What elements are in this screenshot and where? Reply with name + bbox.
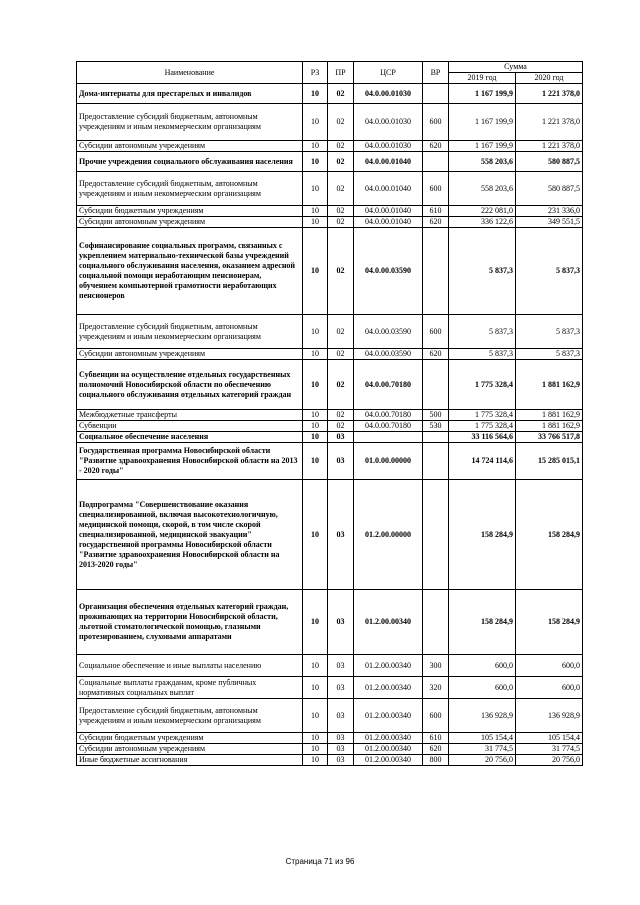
cell-pr: 02	[328, 315, 354, 349]
table-row	[77, 421, 583, 432]
cell-pr: 02	[328, 349, 354, 360]
cell-csr: 04.0.00.70180	[354, 421, 423, 432]
cell-pr: 03	[328, 590, 354, 655]
cell-2019: 33 116 564,6	[449, 432, 516, 443]
cell-2019: 31 774,5	[449, 744, 516, 755]
cell-vr	[423, 360, 449, 410]
cell-2020: 231 336,0	[516, 206, 583, 217]
cell-2020: 31 774,5	[516, 744, 583, 755]
table-row	[77, 172, 583, 206]
cell-2020: 1 221 378,0	[516, 84, 583, 104]
header-rz: РЗ	[303, 62, 328, 84]
cell-vr	[423, 443, 449, 480]
cell-vr	[423, 228, 449, 315]
cell-vr: 610	[423, 733, 449, 744]
cell-vr: 620	[423, 141, 449, 152]
table-row	[77, 228, 583, 315]
cell-name: Субвенции	[77, 421, 303, 432]
cell-name: Иные бюджетные ассигнования	[77, 755, 303, 766]
cell-pr: 03	[328, 699, 354, 733]
cell-vr: 620	[423, 349, 449, 360]
header-vr: ВР	[423, 62, 449, 84]
cell-vr: 300	[423, 655, 449, 677]
table-row	[77, 699, 583, 733]
cell-vr: 800	[423, 755, 449, 766]
cell-rz: 10	[303, 655, 328, 677]
cell-pr: 02	[328, 360, 354, 410]
cell-vr	[423, 152, 449, 172]
cell-rz: 10	[303, 733, 328, 744]
cell-name: Социальное обеспечение населения	[77, 432, 303, 443]
cell-rz: 10	[303, 84, 328, 104]
cell-2019: 158 284,9	[449, 590, 516, 655]
table-row	[77, 480, 583, 590]
cell-name: Субсидии автономным учреждениям	[77, 217, 303, 228]
cell-name: Предоставление субсидий бюджетным, автономным учреждениям и иным некоммерческим организациям	[77, 172, 303, 206]
cell-csr: 04.0.00.01040	[354, 172, 423, 206]
cell-vr: 600	[423, 172, 449, 206]
cell-vr	[423, 590, 449, 655]
cell-pr: 03	[328, 733, 354, 744]
cell-csr: 04.0.00.01030	[354, 84, 423, 104]
cell-2019: 558 203,6	[449, 152, 516, 172]
cell-vr	[423, 480, 449, 590]
cell-csr: 04.0.00.03590	[354, 349, 423, 360]
cell-rz: 10	[303, 315, 328, 349]
cell-csr: 04.0.00.70180	[354, 360, 423, 410]
cell-2020: 580 887,5	[516, 172, 583, 206]
cell-rz: 10	[303, 443, 328, 480]
cell-csr: 04.0.00.03590	[354, 228, 423, 315]
cell-rz: 10	[303, 410, 328, 421]
cell-csr: 04.0.00.01030	[354, 104, 423, 141]
cell-vr: 600	[423, 104, 449, 141]
cell-2019: 1 775 328,4	[449, 360, 516, 410]
cell-rz: 10	[303, 206, 328, 217]
cell-2019: 1 167 199,9	[449, 84, 516, 104]
cell-name: Подпрограмма "Совершенствование оказания специализированной, включая высокотехнологичную, медицинской помощи, скорой, в том числе скорой специализированной, медицинской эвакуации" государственной программы Новосибирской области "Развитие здравоохранения Новосибирской области на 2013-2020 годы"	[77, 480, 303, 590]
cell-2019: 158 284,9	[449, 480, 516, 590]
cell-vr	[423, 84, 449, 104]
cell-csr: 01.2.00.00340	[354, 655, 423, 677]
header-sum: Сумма	[449, 62, 583, 73]
cell-rz: 10	[303, 699, 328, 733]
header-name: Наименование	[77, 62, 303, 84]
header-2020: 2020 год	[516, 73, 583, 84]
cell-rz: 10	[303, 360, 328, 410]
cell-2019: 136 928,9	[449, 699, 516, 733]
cell-2019: 14 724 114,6	[449, 443, 516, 480]
cell-pr: 03	[328, 755, 354, 766]
cell-pr: 03	[328, 443, 354, 480]
cell-csr: 01.2.00.00340	[354, 699, 423, 733]
header-pr: ПР	[328, 62, 354, 84]
cell-csr: 04.0.00.01030	[354, 141, 423, 152]
cell-2019: 5 837,3	[449, 228, 516, 315]
cell-csr: 01.2.00.00340	[354, 677, 423, 699]
cell-name: Социальные выплаты гражданам, кроме публичных нормативных социальных выплат	[77, 677, 303, 699]
cell-2019: 222 081,0	[449, 206, 516, 217]
cell-pr: 03	[328, 744, 354, 755]
cell-2020: 105 154,4	[516, 733, 583, 744]
cell-pr: 03	[328, 432, 354, 443]
cell-2020: 580 887,5	[516, 152, 583, 172]
cell-2020: 600,0	[516, 655, 583, 677]
cell-2020: 600,0	[516, 677, 583, 699]
table-row	[77, 104, 583, 141]
header-csr: ЦСР	[354, 62, 423, 84]
cell-name: Государственная программа Новосибирской области "Развитие здравоохранения Новосибирской области на 2013 - 2020 годы"	[77, 443, 303, 480]
cell-vr: 600	[423, 699, 449, 733]
cell-vr: 620	[423, 217, 449, 228]
cell-2020: 15 285 015,1	[516, 443, 583, 480]
cell-rz: 10	[303, 590, 328, 655]
cell-2019: 600,0	[449, 677, 516, 699]
table-row	[77, 84, 583, 104]
cell-2019: 1 775 328,4	[449, 421, 516, 432]
table-row	[77, 315, 583, 349]
cell-name: Социальное обеспечение и иные выплаты населению	[77, 655, 303, 677]
table-row	[77, 432, 583, 443]
cell-csr: 01.0.00.00000	[354, 443, 423, 480]
table-row	[77, 217, 583, 228]
cell-name: Субсидии автономным учреждениям	[77, 349, 303, 360]
cell-rz: 10	[303, 172, 328, 206]
cell-2019: 1 775 328,4	[449, 410, 516, 421]
cell-rz: 10	[303, 432, 328, 443]
cell-pr: 02	[328, 141, 354, 152]
cell-name: Прочие учреждения социального обслуживания населения	[77, 152, 303, 172]
table-row	[77, 443, 583, 480]
cell-vr	[423, 432, 449, 443]
table-row	[77, 360, 583, 410]
cell-2020: 5 837,3	[516, 228, 583, 315]
cell-2020: 33 766 517,8	[516, 432, 583, 443]
cell-2019: 1 167 199,9	[449, 104, 516, 141]
cell-csr: 01.2.00.00340	[354, 744, 423, 755]
cell-2019: 336 122,6	[449, 217, 516, 228]
cell-name: Субсидии автономным учреждениям	[77, 141, 303, 152]
cell-pr: 02	[328, 84, 354, 104]
cell-2019: 558 203,6	[449, 172, 516, 206]
cell-2020: 5 837,3	[516, 349, 583, 360]
cell-rz: 10	[303, 141, 328, 152]
cell-name: Субсидии бюджетным учреждениям	[77, 733, 303, 744]
cell-csr: 04.0.00.01040	[354, 206, 423, 217]
table-row	[77, 733, 583, 744]
cell-pr: 02	[328, 104, 354, 141]
cell-2019: 105 154,4	[449, 733, 516, 744]
cell-name: Предоставление субсидий бюджетным, автономным учреждениям и иным некоммерческим организациям	[77, 104, 303, 141]
cell-csr	[354, 432, 423, 443]
cell-2020: 20 756,0	[516, 755, 583, 766]
cell-2020: 349 551,5	[516, 217, 583, 228]
header-2019: 2019 год	[449, 73, 516, 84]
cell-rz: 10	[303, 349, 328, 360]
cell-pr: 03	[328, 677, 354, 699]
cell-rz: 10	[303, 755, 328, 766]
cell-name: Субвенции на осуществление отдельных государственных полномочий Новосибирской области по обеспечению социального обслуживания отдельных категорий граждан	[77, 360, 303, 410]
cell-name: Предоставление субсидий бюджетным, автономным учреждениям и иным некоммерческим организациям	[77, 699, 303, 733]
cell-vr: 530	[423, 421, 449, 432]
cell-2019: 5 837,3	[449, 315, 516, 349]
cell-2020: 158 284,9	[516, 480, 583, 590]
cell-name: Софинансирование социальных программ, связанных с укреплением материально-технической базы учреждений социального обслуживания населения, оказанием адресной социальной помощи неработающим пенсионерам, обучением компьютерной грамотности неработающих пенсионеров	[77, 228, 303, 315]
cell-name: Субсидии бюджетным учреждениям	[77, 206, 303, 217]
cell-csr: 04.0.00.70180	[354, 410, 423, 421]
cell-rz: 10	[303, 152, 328, 172]
cell-rz: 10	[303, 421, 328, 432]
cell-vr: 600	[423, 315, 449, 349]
cell-vr: 620	[423, 744, 449, 755]
table-body	[77, 84, 583, 766]
cell-pr: 03	[328, 655, 354, 677]
table-row	[77, 655, 583, 677]
cell-2019: 1 167 199,9	[449, 141, 516, 152]
table-row	[77, 677, 583, 699]
cell-pr: 02	[328, 152, 354, 172]
cell-csr: 04.0.00.03590	[354, 315, 423, 349]
cell-rz: 10	[303, 677, 328, 699]
cell-csr: 01.2.00.00340	[354, 590, 423, 655]
cell-csr: 01.2.00.00340	[354, 733, 423, 744]
cell-2020: 1 881 162,9	[516, 410, 583, 421]
cell-pr: 02	[328, 421, 354, 432]
cell-vr: 610	[423, 206, 449, 217]
cell-rz: 10	[303, 217, 328, 228]
cell-name: Дома-интернаты для престарелых и инвалидов	[77, 84, 303, 104]
cell-name: Субсидии автономным учреждениям	[77, 744, 303, 755]
table-row	[77, 152, 583, 172]
table-row	[77, 755, 583, 766]
budget-table	[76, 61, 583, 766]
cell-2019: 20 756,0	[449, 755, 516, 766]
cell-name: Предоставление субсидий бюджетным, автономным учреждениям и иным некоммерческим организациям	[77, 315, 303, 349]
cell-csr: 01.2.00.00340	[354, 755, 423, 766]
cell-csr: 04.0.00.01040	[354, 152, 423, 172]
cell-pr: 02	[328, 206, 354, 217]
cell-pr: 02	[328, 172, 354, 206]
cell-pr: 02	[328, 228, 354, 315]
cell-rz: 10	[303, 228, 328, 315]
cell-name: Организация обеспечения отдельных категорий граждан, проживающих на территории Новосибирской области, льготной стоматологической помощью, глазными протезированием, слуховыми аппаратами	[77, 590, 303, 655]
table-row	[77, 206, 583, 217]
table-row	[77, 141, 583, 152]
table-row	[77, 590, 583, 655]
cell-pr: 03	[328, 480, 354, 590]
cell-2020: 1 881 162,9	[516, 360, 583, 410]
cell-2019: 5 837,3	[449, 349, 516, 360]
cell-vr: 320	[423, 677, 449, 699]
cell-rz: 10	[303, 480, 328, 590]
cell-pr: 02	[328, 410, 354, 421]
cell-csr: 01.2.00.00000	[354, 480, 423, 590]
cell-2020: 1 221 378,0	[516, 141, 583, 152]
cell-rz: 10	[303, 104, 328, 141]
cell-2019: 600,0	[449, 655, 516, 677]
table-row	[77, 349, 583, 360]
cell-csr: 04.0.00.01040	[354, 217, 423, 228]
cell-2020: 5 837,3	[516, 315, 583, 349]
cell-2020: 1 221 378,0	[516, 104, 583, 141]
table-row	[77, 410, 583, 421]
cell-vr: 500	[423, 410, 449, 421]
cell-name: Межбюджетные трансферты	[77, 410, 303, 421]
cell-rz: 10	[303, 744, 328, 755]
page-footer: Страница 71 из 96	[285, 857, 355, 866]
cell-2020: 1 881 162,9	[516, 421, 583, 432]
cell-2020: 136 928,9	[516, 699, 583, 733]
cell-pr: 02	[328, 217, 354, 228]
table-row	[77, 744, 583, 755]
cell-2020: 158 284,9	[516, 590, 583, 655]
